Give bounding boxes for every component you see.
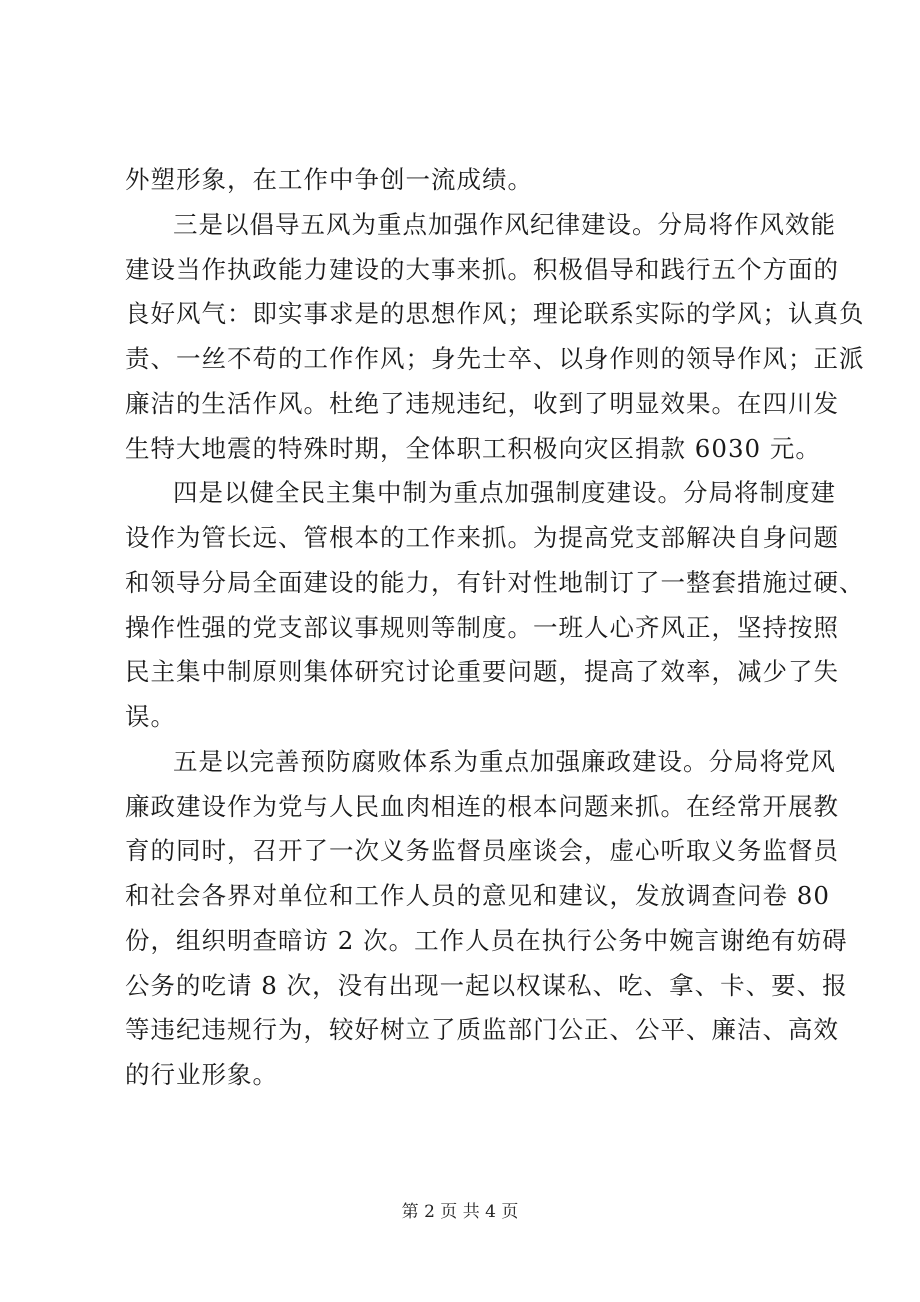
text-line: 和领导分局全面建设的能力，有针对性地制订了一整套措施过硬、: [125, 567, 865, 597]
text-line: 和社会各界对单位和工作人员的意见和建议，发放调查问卷 80: [125, 881, 830, 910]
text-line: 三是以倡导五风为重点加强作风纪律建设。分局将作风效能: [173, 209, 836, 239]
text-line: 良好风气：即实事求是的思想作风；理论联系实际的学风；认真负: [125, 299, 865, 329]
text-line: 民主集中制原则集体研究讨论重要问题，提高了效率，减少了失: [125, 657, 839, 687]
text-line: 生特大地震的特殊时期，全体职工积极向灾区捐款 6030 元。: [125, 433, 821, 463]
text-line: 建设当作执政能力建设的大事来抓。积极倡导和践行五个方面的: [125, 254, 839, 284]
text-line: 操作性强的党支部议事规则等制度。一班人心齐风正，坚持按照: [125, 612, 839, 642]
text-line: 廉洁的生活作风。杜绝了违规违纪，收到了明显效果。在四川发: [125, 388, 839, 418]
text-line: 四是以健全民主集中制为重点加强制度建设。分局将制度建: [173, 478, 836, 508]
text-line: 设作为管长远、管根本的工作来抓。为提高党支部解决自身问题: [125, 523, 839, 552]
text-line: 份，组织明查暗访 2 次。工作人员在执行公务中婉言谢绝有妨碍: [125, 925, 848, 955]
text-line: 育的同时，召开了一次义务监督员座谈会，虚心听取义务监督员: [125, 836, 839, 866]
text-line: 误。: [125, 702, 176, 731]
text-line: 等违纪违规行为，较好树立了质监部门公正、公平、廉洁、高效: [125, 1015, 839, 1045]
text-line: 的行业形象。: [125, 1060, 278, 1089]
text-line: 五是以完善预防腐败体系为重点加强廉政建设。分局将党风: [173, 746, 836, 776]
text-line: 廉政建设作为党与人民血肉相连的根本问题来抓。在经常开展教: [125, 791, 839, 821]
page-footer: 第 2 页 共 4 页: [401, 1202, 519, 1222]
text-line: 责、一丝不苟的工作作风；身先士卒、以身作则的领导作风；正派: [125, 344, 865, 373]
text-line: 公务的吃请 8 次，没有出现一起以权谋私、吃、拿、卡、要、报: [125, 970, 848, 1000]
text-line: 外塑形象，在工作中争创一流成绩。: [125, 165, 533, 194]
